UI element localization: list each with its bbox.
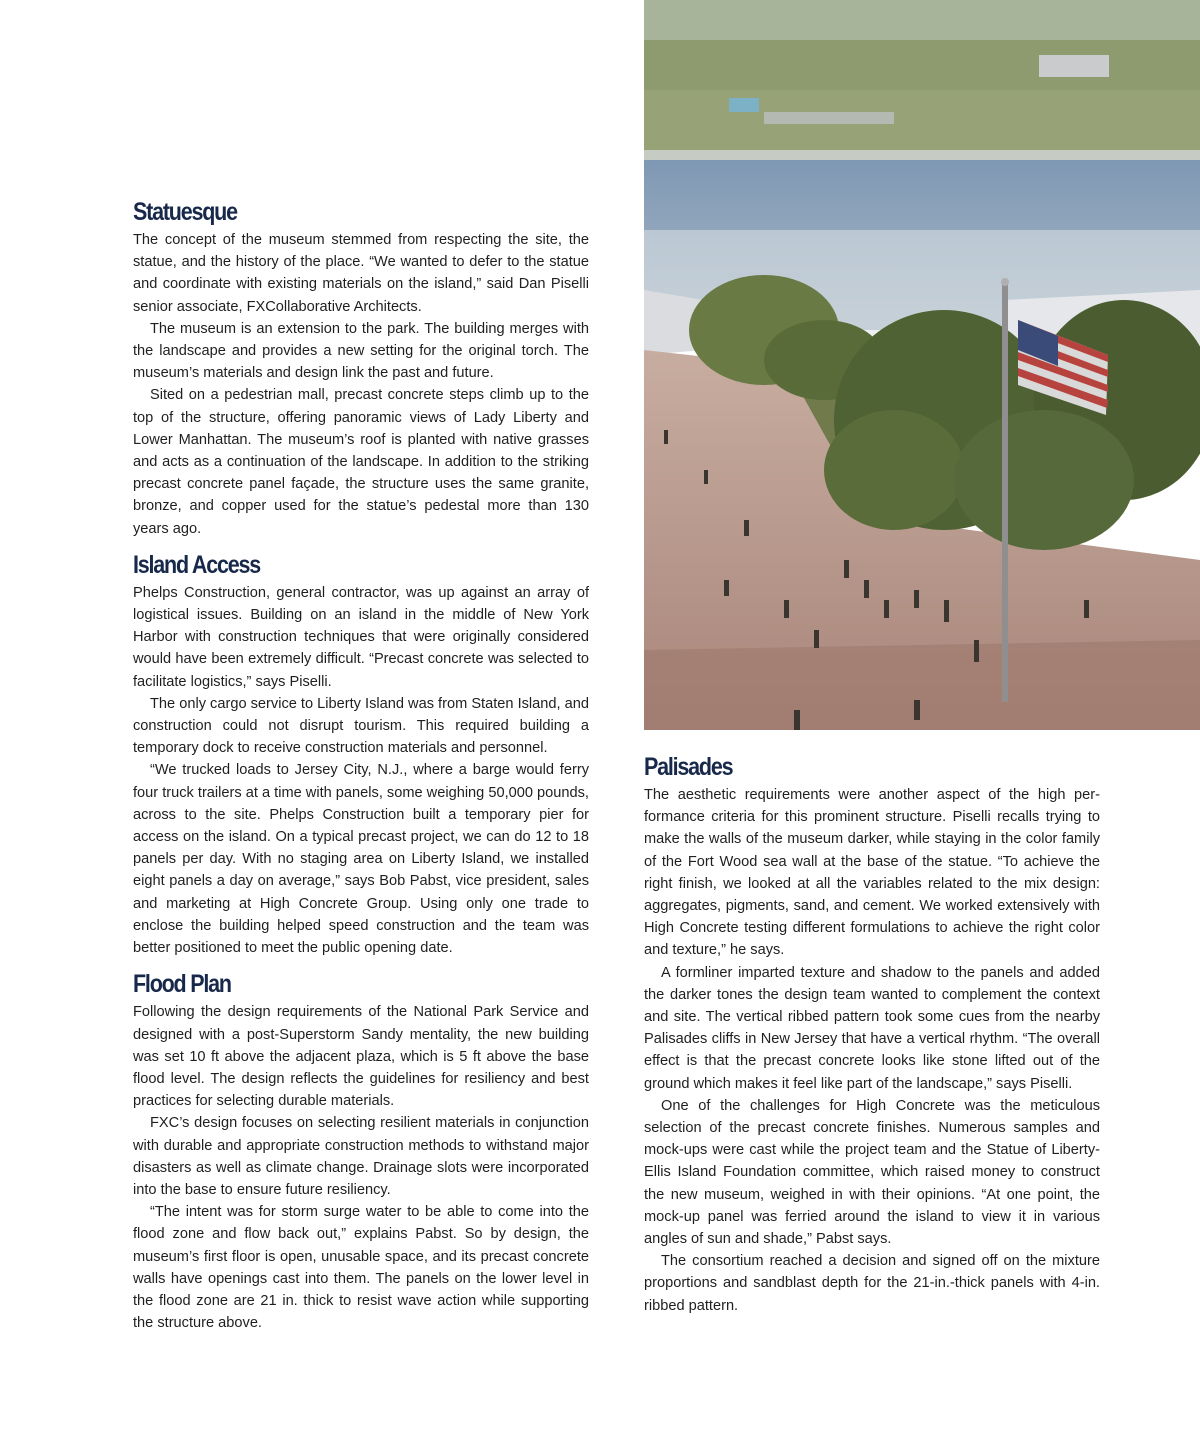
section-heading: Flood Plan: [133, 970, 231, 999]
section-flood-plan: [133, 969, 589, 1334]
paragraph: The aesthetic requirements were another aspect of the high performance criteria for this prominent structure. Piselli recalls trying to make the walls of the museum darker, while staying in the color family of the Fort Wood sea wall at the base of the statue. “To achieve the right finish, we looked at all the variables related to the mix design: aggregates, pigments, sand, and cement. We worked extensively with High Concrete testing different formulations to achieve the right color and texture,” he says.: [644, 787, 1100, 959]
paragraph: The consortium reached a decision and signed off on the mixture proportions and sandblast depth for the 21-in.-thick panels with 4-in. ribbed pattern.: [644, 1253, 1100, 1314]
section-heading: Island Access: [133, 550, 260, 579]
section-palisades: [644, 752, 1100, 1317]
paragraph: The only cargo service to Liberty Island was from Staten Island, and construction could not disrupt tourism. This required building a temporary dock to receive construction materials and personnel.: [133, 695, 589, 757]
paragraph: The concept of the museum stemmed from respecting the site, the statue, and the history of the place. “We wanted to defer to the statue and coordinate with existing materials on the island,” said Dan Piselli senior associate, FXCollaborative Architects.: [133, 232, 589, 315]
paragraph: Following the design requirements of the National Park Service and designed with a post-Superstorm Sandy mentality, the new building was set 10 ft above the adjacent plaza, which is 5 ft above the base flood level. The design reflects the guidelines for resiliency and best practices for selecting durable materials.: [133, 1004, 589, 1110]
paragraph: A formliner imparted texture and shadow to the panels and added the darker tones the design team wanted to complement the context and site. The vertical ribbed pattern took some cues from the nearby Palisades cliffs in New Jersey that have a vertical rhythm. “The overall effect is that the precast concrete looks like stone lifted out of the ground which makes it feel like part of the landscape,” says Piselli.: [644, 964, 1100, 1092]
right-column: [644, 752, 1100, 1327]
liberty-island-plaza-rendering-icon: [644, 0, 1200, 730]
paragraph: FXC’s design focuses on selecting resilient materials in conjunction with durable and appropriate construction methods to withstand major disasters as well as climate change. Drainage slots were incorporated into the base to ensure future resiliency.: [133, 1115, 589, 1198]
plaza-rendering-image: [644, 0, 1200, 730]
left-column: [133, 197, 589, 1344]
section-heading: Palisades: [644, 753, 733, 781]
paragraph: Sited on a pedestrian mall, precast concrete steps climb up to the top of the structure, offering panoramic views of Lady Liberty and Lower Manhattan. The museum’s roof is planted with native grasses and acts as a continuation of the landscape. In addition to the striking precast concrete panel façade, the structure uses the same granite, bronze, and copper used for the statue’s pedestal more than 130 years ago.: [133, 387, 589, 537]
section-statuesque: [133, 197, 589, 540]
paragraph: One of the challenges for High Concrete was the meticulous selection of the precast concrete finishes. Numerous samples and mock-ups were cast while the project team and the Statue of Liberty-Ellis Island Foundation committee, which raised money to construct the new museum, weighed in with their opinions. “At one point, the mock-up panel was ferried around the island to view it in various angles of sun and shade,” Pabst says.: [644, 1097, 1100, 1248]
paragraph: The museum is an extension to the park. The building merges with the landscape and provides a new setting for the original torch. The museum’s materials and design link the past and future.: [133, 320, 589, 382]
section-heading: Statuesque: [133, 198, 237, 226]
paragraph: Phelps Construction, general contractor, was up against an array of logistical issues. Building on an island in the middle of New York Harbor with construction techniques that were originally considered would have been extremely difficult. “Precast concrete was selected to facilitate logistics,” says Piselli.: [133, 584, 589, 690]
paragraph: “We trucked loads to Jersey City, N.J., where a barge would ferry four truck trailers at a time with panels, some weighing 50,000 pounds, across to the site. Phelps Construction built a temporary pier for access on the island. On a typical precast project, we can do 12 to 18 panels per day. With no staging area on Liberty Island, we installed eight panels a day on average,” says Bob Pabst, vice president, sales and marketing at High Concrete Group. Using only one trade to enclose the building helped speed construction and the team was better positioned to meet the public opening date.: [133, 762, 589, 957]
paragraph: “The intent was for storm surge water to be able to come into the flood zone and flow back out,” explains Pabst. So by design, the museum’s first floor is open, unusable space, and its precast concrete walls have openings cast into them. The panels on the lower level in the flood zone are 21 in. thick to resist wave action while supporting the structure above.: [133, 1204, 589, 1332]
section-island-access: [133, 550, 589, 959]
